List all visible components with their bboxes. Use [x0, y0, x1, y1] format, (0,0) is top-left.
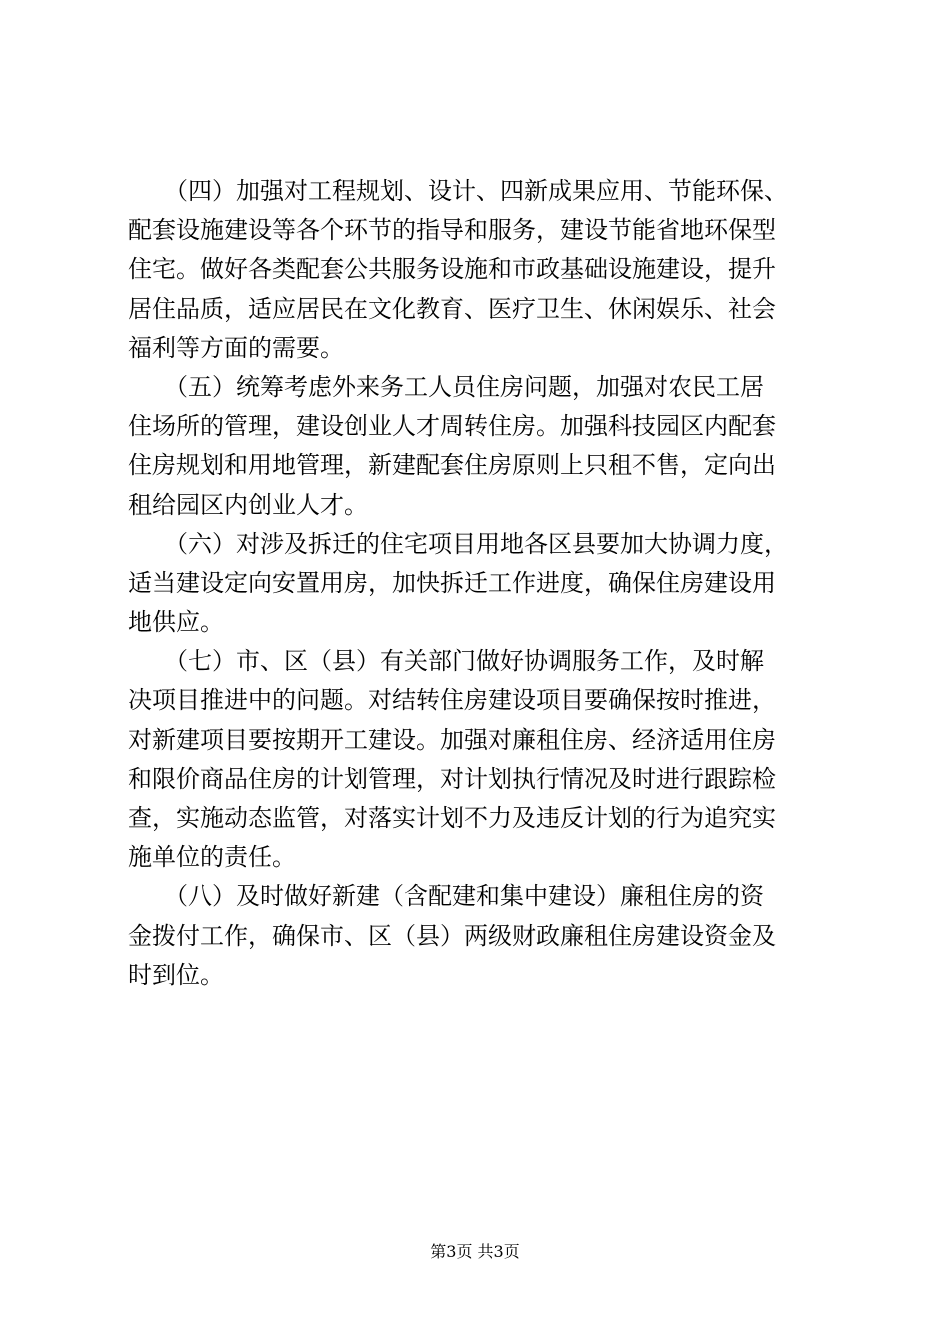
text-line: 金拨付工作，确保市、区（县）两级财政廉租住房建设资金及 [128, 921, 776, 950]
text-line: （八）及时做好新建（含配建和集中建设）廉租住房的资 [128, 882, 764, 911]
text-line: （四）加强对工程规划、设计、四新成果应用、节能环保、 [128, 177, 788, 205]
text-line: 地供应。 [128, 608, 224, 637]
text-line: 配套设施建设等各个环节的指导和服务，建设节能省地环保型 [128, 216, 776, 245]
text-line: 租给园区内创业人才。 [128, 490, 368, 519]
text-line: 住宅。做好各类配套公共服务设施和市政基础设施建设，提升 [128, 255, 776, 284]
text-line: 决项目推进中的问题。对结转住房建设项目要确保按时推进， [128, 686, 776, 715]
text-line: 住场所的管理，建设创业人才周转住房。加强科技园区内配套 [128, 412, 776, 441]
text-line: 居住品质，适应居民在文化教育、医疗卫生、休闲娱乐、社会 [128, 294, 776, 323]
text-line: 和限价商品住房的计划管理，对计划执行情况及时进行跟踪检 [128, 764, 776, 793]
text-line: 适当建设定向安置用房，加快拆迁工作进度，确保住房建设用 [128, 568, 776, 597]
text-line: 对新建项目要按期开工建设。加强对廉租住房、经济适用住房 [128, 725, 776, 754]
text-line: 住房规划和用地管理，新建配套住房原则上只租不售，定向出 [128, 451, 776, 480]
text-line: 查，实施动态监管，对落实计划不力及违反计划的行为追究实 [128, 804, 776, 832]
page-number-footer: 第3页 共3页 [430, 1242, 520, 1261]
text-line: 时到位。 [128, 960, 224, 989]
text-line: 福利等方面的需要。 [128, 333, 344, 362]
text-line: （七）市、区（县）有关部门做好协调服务工作，及时解 [128, 647, 764, 676]
text-line: （五）统筹考虑外来务工人员住房问题，加强对农民工居 [128, 372, 764, 401]
text-line: （六）对涉及拆迁的住宅项目用地各区县要加大协调力度， [128, 529, 788, 558]
body-text [128, 172, 833, 995]
text-line: 施单位的责任。 [128, 843, 296, 872]
